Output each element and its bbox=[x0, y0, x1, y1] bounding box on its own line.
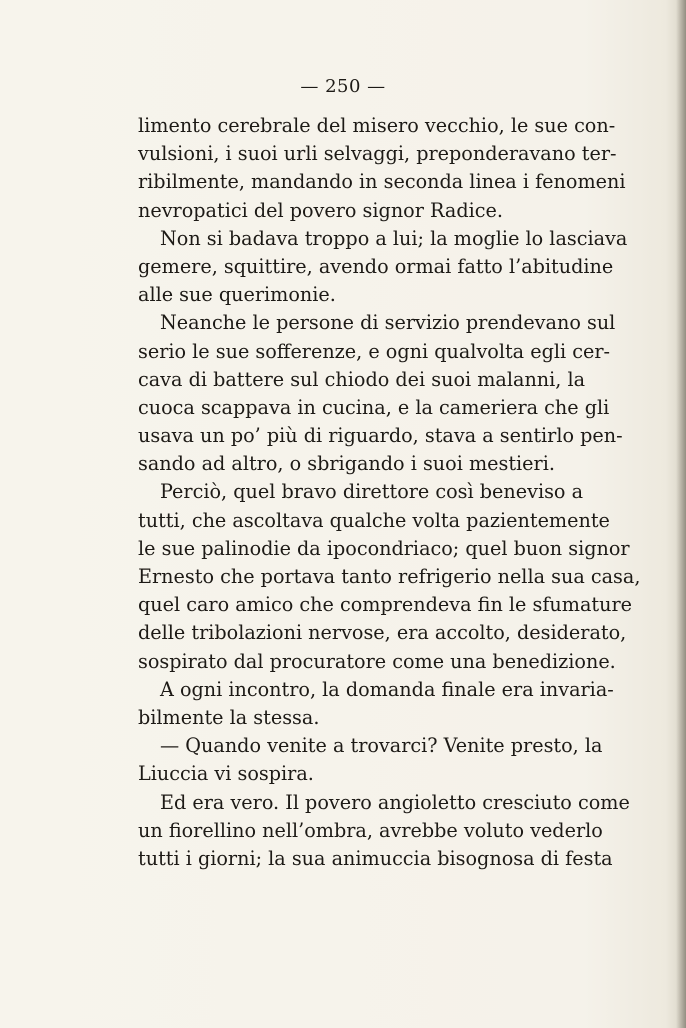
text-line: vulsioni, i suoi urli selvaggi, preponderavano ter- bbox=[138, 142, 617, 166]
text-line: — Quando venite a trovarci? Venite presto, la bbox=[160, 734, 603, 758]
text-line: A ogni incontro, la domanda finale era invaria- bbox=[160, 677, 614, 701]
text-line: sando ad altro, o sbrigando i suoi mestieri. bbox=[138, 452, 555, 476]
text-line: bilmente la stessa. bbox=[138, 705, 320, 729]
text-line: gemere, squittire, avendo ormai fatto l’abitudine bbox=[138, 254, 614, 278]
text-line: Non si badava troppo a lui; la moglie lo lasciava bbox=[160, 226, 628, 250]
text-line: Ed era vero. Il povero angioletto cresciuto come bbox=[160, 790, 630, 814]
text-line: tutti, che ascoltava qualche volta pazientemente bbox=[138, 508, 610, 532]
text-line: usava un po’ più di riguardo, stava a sentirlo pen- bbox=[138, 424, 623, 448]
text-line: serio le sue sofferenze, e ogni qualvolta egli cer- bbox=[138, 339, 610, 363]
text-line: limento cerebrale del misero vecchio, le sue con- bbox=[138, 114, 616, 137]
text-line: cava di battere sul chiodo dei suoi malanni, la bbox=[138, 367, 586, 391]
text-line: le sue palinodie da ipocondriaco; quel buon signor bbox=[138, 536, 630, 560]
text-line: quel caro amico che comprendeva fin le sfumature bbox=[138, 593, 633, 617]
text-line: tutti i giorni; la sua animuccia bisognosa di festa bbox=[138, 846, 613, 870]
text-line: delle tribolazioni nervose, era accolto, desiderato, bbox=[138, 621, 627, 645]
text-line: alle sue querimonie. bbox=[138, 283, 336, 307]
page-number: — 250 — bbox=[300, 76, 386, 97]
text-line: cuoca scappava in cucina, e la cameriera che gli bbox=[138, 395, 610, 419]
text-line: sospirato dal procuratore come una benedizione. bbox=[138, 649, 616, 673]
text-line: ribilmente, mandando in seconda linea i fenomeni bbox=[138, 170, 626, 194]
body-text bbox=[138, 112, 641, 873]
text-line: Ernesto che portava tanto refrigerio nella sua casa, bbox=[138, 565, 641, 588]
page-edge-shadow bbox=[676, 0, 686, 1028]
text-line: Liuccia vi sospira. bbox=[138, 762, 314, 786]
text-line: Perciò, quel bravo direttore così beneviso a bbox=[160, 480, 584, 504]
text-line: un fiorellino nell’ombra, avrebbe voluto vederlo bbox=[138, 818, 603, 842]
text-line: nevropatici del povero signor Radice. bbox=[138, 198, 503, 222]
text-line: Neanche le persone di servizio prendevano sul bbox=[160, 311, 616, 335]
